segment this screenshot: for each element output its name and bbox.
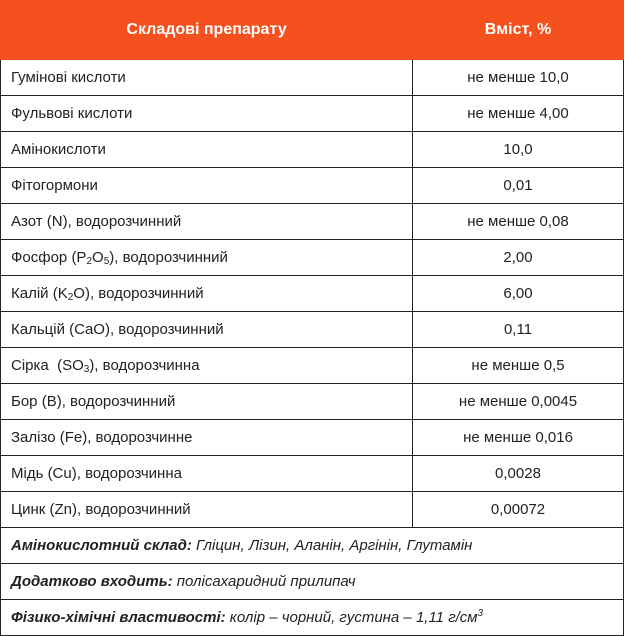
component-value: 0,00072	[413, 492, 624, 528]
component-value: не менше 10,0	[413, 60, 624, 96]
component-value: 0,01	[413, 168, 624, 204]
table-row	[1, 60, 624, 96]
component-name: Фітогормони	[1, 168, 413, 204]
component-name: Мідь (Cu), водорозчинна	[1, 456, 413, 492]
header-content: Вміст, %	[413, 1, 624, 60]
table-row	[1, 276, 624, 312]
table-row	[1, 96, 624, 132]
component-name: Азот (N), водорозчинний	[1, 204, 413, 240]
table-row	[1, 420, 624, 456]
note-row	[1, 564, 624, 600]
component-name: Бор (B), водорозчинний	[1, 384, 413, 420]
subscript: 2	[67, 292, 74, 303]
superscript: 3	[477, 608, 484, 619]
component-name: Залізо (Fe), водорозчинне	[1, 420, 413, 456]
component-value: не менше 4,00	[413, 96, 624, 132]
component-value: 10,0	[413, 132, 624, 168]
note-label: Фізико-хімічні властивості:	[11, 609, 226, 626]
additional-note	[1, 564, 624, 600]
name-text: ), водорозчинна	[89, 357, 200, 374]
name-text: Сірка (SO	[11, 357, 84, 374]
component-value: 6,00	[413, 276, 624, 312]
table-row	[1, 384, 624, 420]
note-text: колір – чорний, густина – 1,11 г/см	[225, 609, 478, 626]
name-text: ), водорозчинний	[109, 249, 228, 266]
component-value: 0,11	[413, 312, 624, 348]
component-name	[1, 240, 413, 276]
name-text: O	[92, 249, 104, 266]
table-row	[1, 204, 624, 240]
table-row	[1, 456, 624, 492]
note-row	[1, 528, 624, 564]
name-text: Фосфор (P	[11, 249, 87, 266]
component-name	[1, 348, 413, 384]
component-name: Амінокислоти	[1, 132, 413, 168]
component-name: Кальцій (CaO), водорозчинний	[1, 312, 413, 348]
header-row	[1, 1, 624, 60]
name-text: Калій (K	[11, 285, 68, 302]
component-value: 0,0028	[413, 456, 624, 492]
amino-acid-note	[1, 528, 624, 564]
note-text: полісахаридний прилипач	[172, 573, 356, 590]
component-value: не менше 0,5	[413, 348, 624, 384]
subscript: 5	[103, 256, 110, 267]
note-text: Гліцин, Лізин, Аланін, Аргінін, Глутамін	[191, 537, 473, 554]
table-row	[1, 348, 624, 384]
table-row	[1, 312, 624, 348]
note-row	[1, 600, 624, 636]
component-name: Гумінові кислоти	[1, 60, 413, 96]
name-text: O), водорозчинний	[73, 285, 204, 302]
subscript: 3	[83, 364, 90, 375]
component-name: Фульвові кислоти	[1, 96, 413, 132]
table-row	[1, 492, 624, 528]
component-value: не менше 0,0045	[413, 384, 624, 420]
table-row	[1, 240, 624, 276]
properties-note	[1, 600, 624, 636]
component-name: Цинк (Zn), водорозчинний	[1, 492, 413, 528]
component-value: не менше 0,016	[413, 420, 624, 456]
component-value: 2,00	[413, 240, 624, 276]
header-components: Складові препарату	[1, 1, 413, 60]
note-label: Амінокислотний склад:	[11, 537, 192, 554]
table-row	[1, 168, 624, 204]
component-name	[1, 276, 413, 312]
subscript: 2	[86, 256, 93, 267]
table-row	[1, 132, 624, 168]
component-value: не менше 0,08	[413, 204, 624, 240]
note-label: Додатково входить:	[11, 573, 173, 590]
